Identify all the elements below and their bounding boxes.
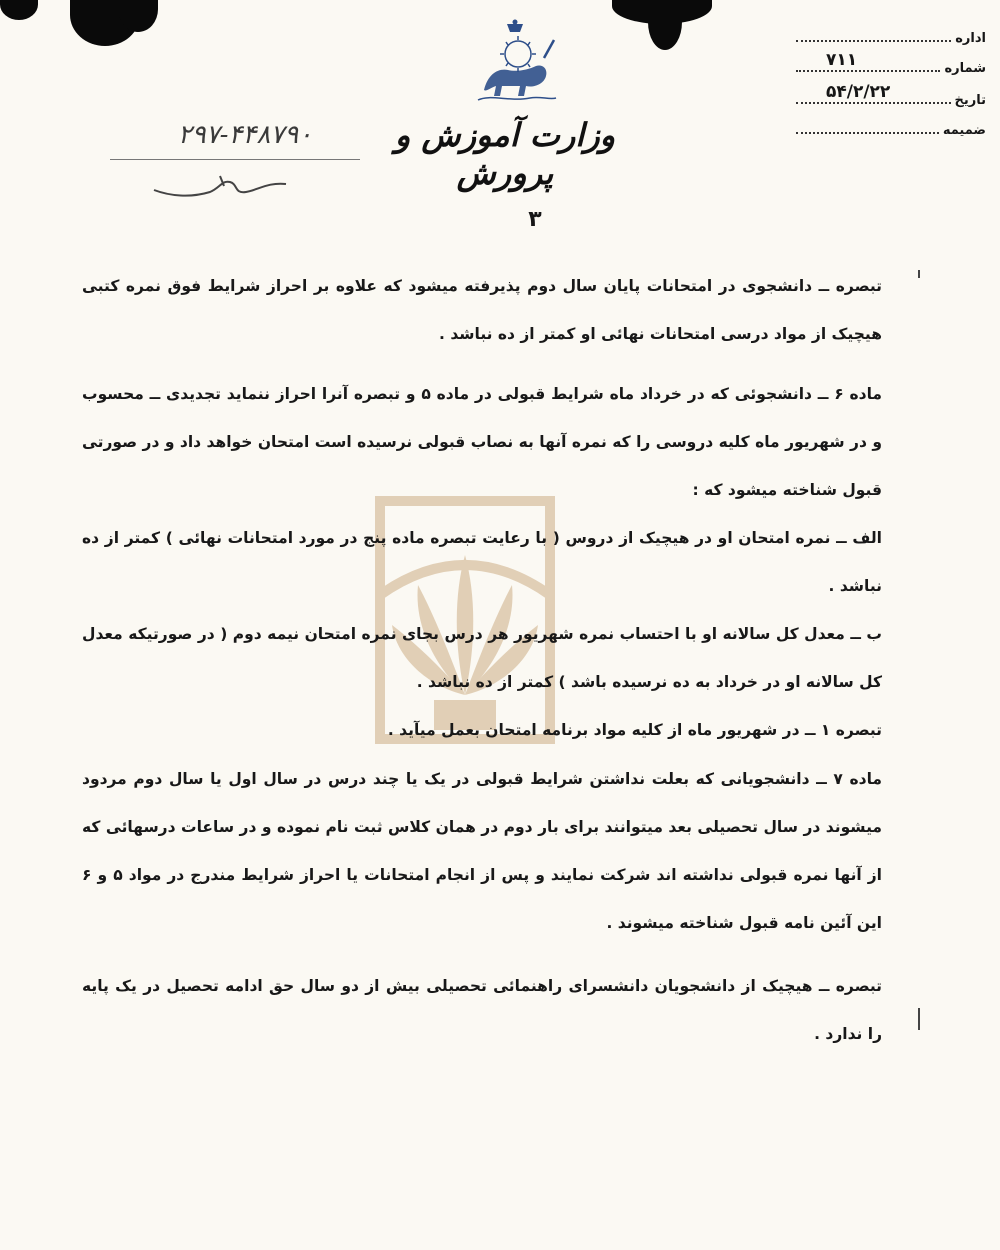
header-field-dotted-line bbox=[796, 82, 951, 104]
paragraph-final-note: تبصره ــ هیچیک از دانشجویان دانشسرای راهنمائی تحصیلی بیش از دو سال حق ادامه تحصیل در یک پایه را ندارد . bbox=[82, 977, 882, 1043]
reference-underline bbox=[110, 159, 360, 160]
header-field-dotted-line bbox=[796, 26, 951, 42]
paragraph-article-6: ماده ۶ ــ دانشجوئی که در خرداد ماه شرایط قبولی در ماده ۵ و تبصره آنرا احراز ننماید تجدیدی ــ محسوب و در شهریور ماه کلیه دروسی را که نمره آنها به نصاب قبولی نرسیده است امتحان خواهد داد و در صورتی قبول شناخته میشود که : bbox=[82, 385, 883, 499]
header-field-dotted-line bbox=[796, 50, 940, 72]
handwritten-reference-number: ۲۹۷-۴۴۸۷۹۰ bbox=[177, 120, 313, 150]
paragraph-note-1: تبصره ۱ ــ در شهریور ماه از کلیه مواد برنامه امتحان بعمل میآید . bbox=[387, 721, 882, 739]
header-field-attachment bbox=[796, 118, 986, 138]
header-field-label: اداره bbox=[955, 31, 986, 46]
header-field-number bbox=[796, 50, 986, 76]
header-field-label: تاریخ bbox=[954, 93, 986, 108]
header-field-value: ۷۱۱ bbox=[826, 50, 858, 70]
ministry-name: وزارت آموزش و پرورش bbox=[394, 116, 616, 192]
paragraph-clause-be: ب ــ معدل کل سالانه او با احتساب نمره شهریور هر درس بجای نمره امتحان نیمه دوم ( در صورتیکه معدل کل سالانه او در خرداد به ده نرسیده باشد ) کمتر از ده نباشد . bbox=[82, 625, 882, 691]
edge-stain bbox=[0, 0, 38, 20]
page-number: ۳ bbox=[528, 207, 542, 232]
paragraph-clause-alef: الف ــ نمره امتحان او در هیچیک از دروس ( با رعایت تبصره ماده پنج در مورد امتحانات نهائی ) کمتر از ده نباشد . bbox=[82, 529, 882, 595]
header-field-dotted-line bbox=[796, 118, 939, 134]
header-field-department bbox=[796, 26, 986, 46]
paragraph-note: تبصره ــ دانشجوی در امتحانات پایان سال دوم پذیرفته میشود که علاوه بر احراز شرایط فوق نمره کتبی هیچیک از مواد درسی امتحانات نهائی او کمتر از ده نباشد . bbox=[82, 277, 882, 343]
lion-and-sun-emblem-icon bbox=[470, 18, 560, 108]
header-field-value: ۵۴/۲/۲۲ bbox=[826, 82, 891, 102]
paragraph-article-7: ماده ۷ ــ دانشجویانی که بعلت نداشتن شرایط قبولی در یک یا چند درس در سال اول یا سال دوم مردود میشوند در سال تحصیلی بعد میتوانند برای بار دوم در همان کلاس ثبت نام نموده و در ساعات درسهائی که از آنها نمره قبولی نداشته اند شرکت نمایند و پس از انجام امتحانات یا احراز شرایط مندرج در مواد ۵ و ۶ این آئین نامه قبول شناخته میشوند . bbox=[82, 770, 882, 932]
header-field-label: ضمیمه bbox=[942, 123, 986, 138]
punch-hole-stain-right bbox=[648, 0, 682, 50]
header-field-date bbox=[796, 82, 986, 108]
handwritten-signature bbox=[150, 170, 290, 204]
margin-mark bbox=[918, 270, 920, 278]
margin-mark bbox=[918, 1008, 920, 1030]
header-field-label: شماره bbox=[944, 61, 986, 76]
